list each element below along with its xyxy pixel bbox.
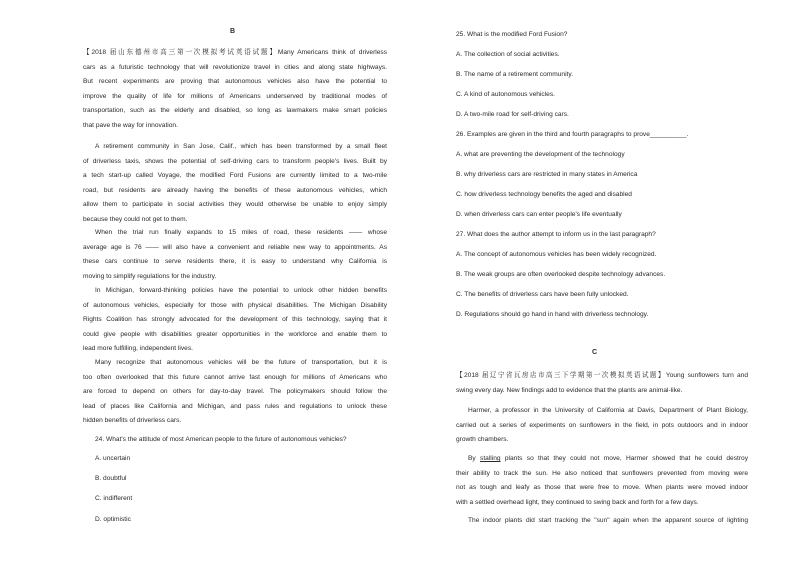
passage-b-paragraph-1: [83, 46, 387, 133]
text-line: because they could not get to them.: [83, 215, 188, 223]
option-24-d: D. optimistic: [95, 516, 131, 523]
option-25-b: B. The name of a retirement community.: [456, 71, 574, 78]
option-24-a: A. uncertain: [95, 455, 131, 462]
option-27-d: D. Regulations should go hand in hand with driverless technology.: [456, 311, 649, 318]
text-line: could give people with disabilities greater opportunities in the workforce and enable them to: [83, 330, 387, 338]
passage-c-paragraph-4: [456, 514, 748, 529]
passage-b-paragraph-5: [83, 356, 387, 429]
question-24: 24. What's the attitude of most American people to the future of autonomous vehicles?: [95, 436, 347, 443]
text-line: In Michigan, forward-thinking policies have the potential to unlock other hidden benefits: [95, 287, 387, 294]
text-line: that pave the way for innovation.: [83, 121, 178, 129]
text-line: Rights Coalition has strongly advocated for the development of this technology, saying that it: [83, 316, 387, 323]
option-25-d: D. A two-mile road for self-driving cars.: [456, 111, 569, 118]
option-24-b: B. doubtful: [95, 475, 127, 482]
text-line: lead more fulfilling, independent lives.: [83, 345, 193, 352]
section-heading-b: B: [230, 28, 236, 35]
text-line: a tech start-up called Voyage, the modified Ford Fusions are currently limited to a two-mile: [83, 172, 387, 179]
question-27: 27. What does the author attempt to inform us in the last paragraph?: [456, 231, 656, 238]
option-26-a: A. what are preventing the development of the technology: [456, 151, 625, 158]
text-line: allow them to participate in social activities they would otherwise be unable to enjoy simply: [83, 201, 387, 208]
text-line: 【2018 届山东德州市高三第一次模拟考试英语试题】Many Americans think of driverless: [83, 49, 387, 56]
option-27-a: A. The concept of autonomous vehicles has been widely recognized.: [456, 251, 657, 258]
text-line: lead of places like California and Michigan, and pass rules and regulations to unlock these: [83, 402, 387, 410]
text-line: Many recognize that autonomous vehicles will be the future of transportation, but it is: [95, 359, 387, 366]
text-line: of driverless taxis, shows the potential of self-driving cars to transform people's lives. Built by: [83, 157, 387, 165]
text-line: moving to simplify regulations for the industry.: [83, 272, 217, 280]
option-26-b: B. why driverless cars are restricted in many states in America: [456, 171, 638, 178]
text-line: A retirement community in San Jose, Calif., which has been transformed by a small fleet: [95, 143, 387, 150]
text-line: road, but residents are already having the benefits of these autonomous vehicles, which: [83, 186, 387, 194]
question-25: 25. What is the modified Ford Fusion?: [456, 31, 568, 38]
option-27-b: B. The weak groups are often overlooked despite technology advances.: [456, 271, 666, 278]
option-26-c: C. how driverless technology benefits the aged and disabled: [456, 191, 632, 198]
text-line: By stalling plants so that they could not move, Harmer showed that he could destroy: [468, 455, 748, 462]
text-line: with a settled overhead light, they continued to swing back and forth for a few days.: [456, 498, 699, 506]
text-line: cars as a futuristic technology that will revolutionize travel in cities and along state highways.: [83, 63, 387, 71]
text-line: 【2018 届辽宁省瓦房店市高三下学期第一次模拟英语试题】Young sunflowers turn and: [456, 372, 748, 379]
passage-b-paragraph-2: [83, 140, 387, 227]
text-line: hidden benefits of driverless cars.: [83, 417, 182, 424]
option-25-a: A. The collection of social activities.: [456, 51, 560, 58]
option-26-d: D. when driverless cars can enter people's life eventually: [456, 211, 622, 218]
text-line: swing every day. New findings add to evidence that the plants are animal-like.: [456, 386, 683, 394]
text-line: The indoor plants did start tracking the "sun" again when the apparent source of lighting: [468, 517, 748, 524]
section-heading-c: C: [592, 349, 598, 356]
passage-b-paragraph-4: [83, 284, 387, 357]
text-line: their ability to track the sun. He also noticed that sunflowers prevented from moving were: [456, 469, 748, 477]
text-line: growth chambers.: [456, 436, 509, 443]
text-line: improve the quality of life for millions of Americans underserved by traditional modes of: [83, 92, 387, 100]
text-line: But recent experiments are proving that autonomous vehicles also have the potential to: [83, 78, 387, 85]
underlined-word: stalling: [480, 455, 501, 462]
option-24-c: C. indifferent: [95, 495, 133, 502]
question-26: 26. Examples are given in the third and fourth paragraphs to prove__________.: [456, 131, 689, 138]
option-25-c: C. A kind of autonomous vehicles.: [456, 91, 555, 98]
text-line: transportation, such as the elderly and disabled, so long as lawmakers make smart policies: [83, 107, 387, 114]
text-line: not as tough and leafy as those that were free to move. When plants were moved indoor: [456, 484, 748, 491]
text-line: When the trial run finally expands to 15 miles of road, these residents —— whose: [95, 229, 387, 236]
text-line: Harmer, a professor in the University of California at Davis, Department of Plant Biology,: [468, 407, 748, 414]
text-line: of autonomous vehicles, especially for those with physical disabilities. The Michigan Disability: [83, 301, 387, 309]
text-line: carried out a series of experiments on sunflowers in the field, in pots outdoors and in indoor: [456, 421, 748, 429]
passage-c-paragraph-2: [456, 404, 748, 448]
passage-c-paragraph-3: [456, 452, 748, 510]
passage-b-paragraph-3: [83, 226, 387, 284]
option-27-c: C. The benefits of driverless cars have been fully unlocked.: [456, 291, 629, 298]
text-line: these cars continue to serve residents there, it is easy to understand why California is: [83, 258, 387, 265]
text-line: too often overlooked that this future cannot arrive fast enough for millions of Americans who: [83, 373, 387, 381]
text-line: average age is 76 —— will also have a convenient and reliable new way to appointments. As: [83, 243, 387, 251]
passage-c-paragraph-1: [456, 369, 748, 398]
text-line: are forced to depend on others for day-to-day travel. The policymakers should follow the: [83, 388, 387, 395]
